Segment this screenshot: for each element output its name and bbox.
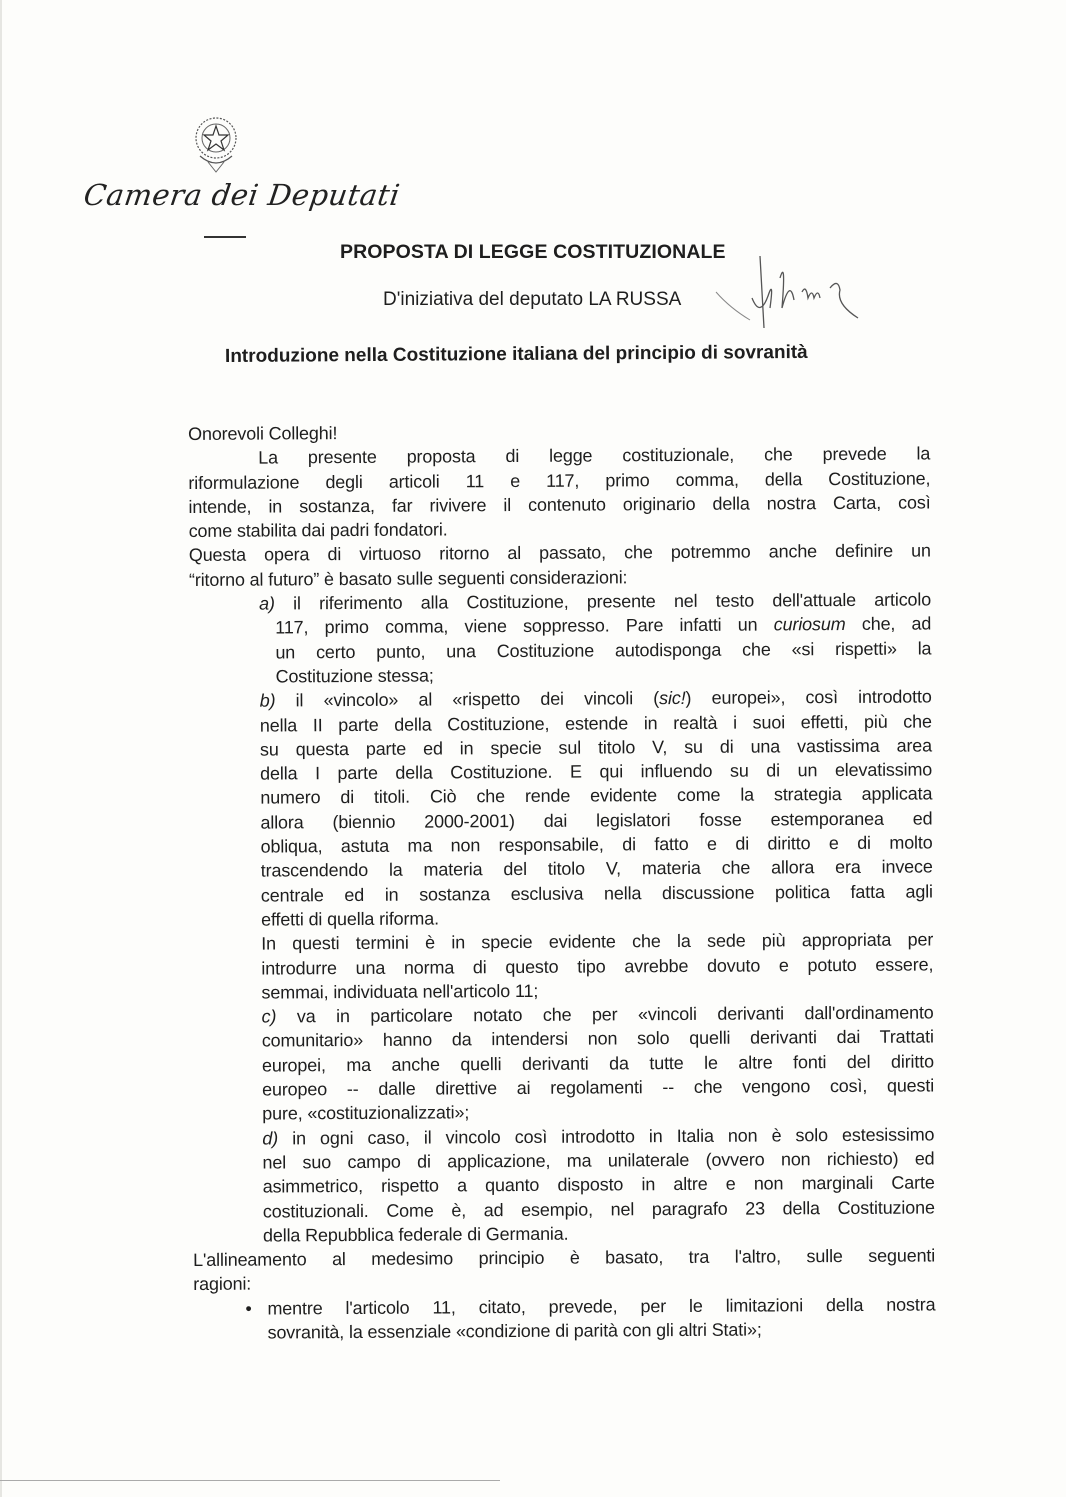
text-segment: semmai, individuata nell'articolo 11; — [261, 980, 539, 1003]
text-segment: Costituzione stessa; — [275, 665, 434, 687]
text-segment: europei, ma anche quelli derivanti da tutte le altre fonti del diritto — [261, 1051, 934, 1076]
text-segment: nella II parte della Costituzione, estende in realtà i suoi effetti, più che — [259, 711, 932, 736]
text-segment: sovranità, la essenziale «condizione di parità con gli altri Stati»; — [267, 1319, 762, 1343]
text-segment: riformulazione degli articoli 11 e 117, primo comma, della Costituzione, — [188, 468, 931, 493]
text-segment: costituzionali. Come è, ad esempio, nel paragrafo 23 della Costituzione — [262, 1196, 935, 1222]
divider — [204, 236, 246, 238]
italic-text: sic! — [659, 688, 686, 709]
text-segment: comunitario» hanno da intendersi non solo quelli derivanti dai Trattati — [261, 1026, 934, 1051]
text-segment: asimmetrico, rispetto a quanto disposto in altre e non marginali Carte — [262, 1172, 935, 1197]
text-segment: obliqua, astuta ma non responsabile, di fatto e di diritto e di molto — [260, 832, 933, 857]
text-segment: in ogni caso, il vincolo così introdotto in Italia non è solo estesissimo — [278, 1124, 935, 1149]
text-segment: centrale ed in sostanza esclusiva nella discussione politica fatta agli — [260, 881, 933, 906]
text-segment: il riferimento alla Costituzione, presente nel testo dell'attuale articolo — [274, 589, 932, 614]
text-segment: nel suo campo di applicazione, ma unilaterale (ovvero non richiesto) ed — [262, 1148, 935, 1173]
text-segment: mentre l'articolo 11, citato, prevede, per le limitazioni della nostra — [267, 1294, 936, 1319]
text-segment: della I parte della Costituzione. E qui influendo su di un elevatissimo — [260, 759, 933, 784]
text-segment: introdurre una norma di questo tipo avrebbe dovuto e potuto essere, — [261, 953, 934, 979]
initiative-line: D'iniziativa del deputato LA RUSSA — [383, 289, 682, 310]
text-line — [267, 1316, 935, 1344]
text-segment: ) europei», così introdotto — [685, 686, 932, 709]
text-segment: un certo punto, una Costituzione autodisponga che «si rispetti» la — [275, 638, 932, 663]
republic-emblem-icon — [190, 112, 242, 176]
text-segment: intende, in sostanza, far rivivere il contenuto originario della nostra Carta, così — [188, 492, 931, 517]
text-segment: va in particolare notato che per «vincoli derivanti dall'ordinamento — [276, 1002, 934, 1027]
text-segment: In questi termini è in specie evidente che la sede più appropriata per — [261, 929, 934, 954]
text-segment: Onorevoli Colleghi! — [188, 423, 338, 444]
text-segment: numero di titoli. Ciò che rende evidente come la strategia applicata — [260, 783, 933, 809]
text-segment: come stabilita dai padri fondatori. — [188, 519, 448, 542]
text-segment: trascendendo la materia del titolo V, materia che allora era invece — [260, 856, 933, 881]
italic-text: b) — [259, 690, 276, 711]
document-title: PROPOSTA DI LEGGE COSTITUZIONALE — [340, 241, 726, 263]
text-segment: Questa opera di virtuoso ritorno al passato, che potremmo anche definire un — [188, 540, 931, 566]
institution-name: Camera dei Deputati — [81, 178, 403, 212]
text-segment: effetti di quella riforma. — [260, 908, 439, 930]
text-segment: “ritorno al futuro” è basato sulle seguenti considerazioni: — [188, 567, 628, 590]
text-segment: il «vincolo» al «rispetto dei vincoli ( — [275, 688, 660, 711]
text-segment: pure, «costituzionalizzati»; — [262, 1102, 470, 1124]
text-segment: su questa parte ed in specie sul titolo V, su di una vastissima area — [259, 735, 933, 760]
text-segment: che, ad — [845, 613, 932, 635]
handwritten-signature — [690, 248, 880, 338]
italic-text: d) — [262, 1128, 279, 1149]
italic-text: a) — [259, 593, 275, 614]
text-segment: allora (biennio 2000-2001) dai legislatori fosse estemporanea ed — [260, 808, 933, 833]
text-segment: L'allineamento al medesimo principio è basato, tra l'altro, sulle seguenti — [193, 1245, 936, 1271]
text-segment: europeo -- dalle direttive ai regolamenti -- che vengono così, questi — [262, 1075, 935, 1100]
page-bottom-rule — [0, 1480, 500, 1481]
document-body — [0, 417, 1066, 1347]
text-segment: La presente proposta di legge costituzionale, che prevede la — [258, 443, 931, 468]
document-heading: Introduzione nella Costituzione italiana del principio di sovranità — [224, 341, 808, 367]
bullet-icon: • — [245, 1298, 252, 1319]
text-segment: della Repubblica federale di Germania. — [262, 1223, 569, 1246]
italic-text: c) — [261, 1006, 277, 1027]
italic-text: curiosum — [773, 614, 846, 635]
text-segment: 117, primo comma, viene soppresso. Pare infatti un — [275, 614, 774, 638]
text-segment: ragioni: — [193, 1274, 252, 1295]
